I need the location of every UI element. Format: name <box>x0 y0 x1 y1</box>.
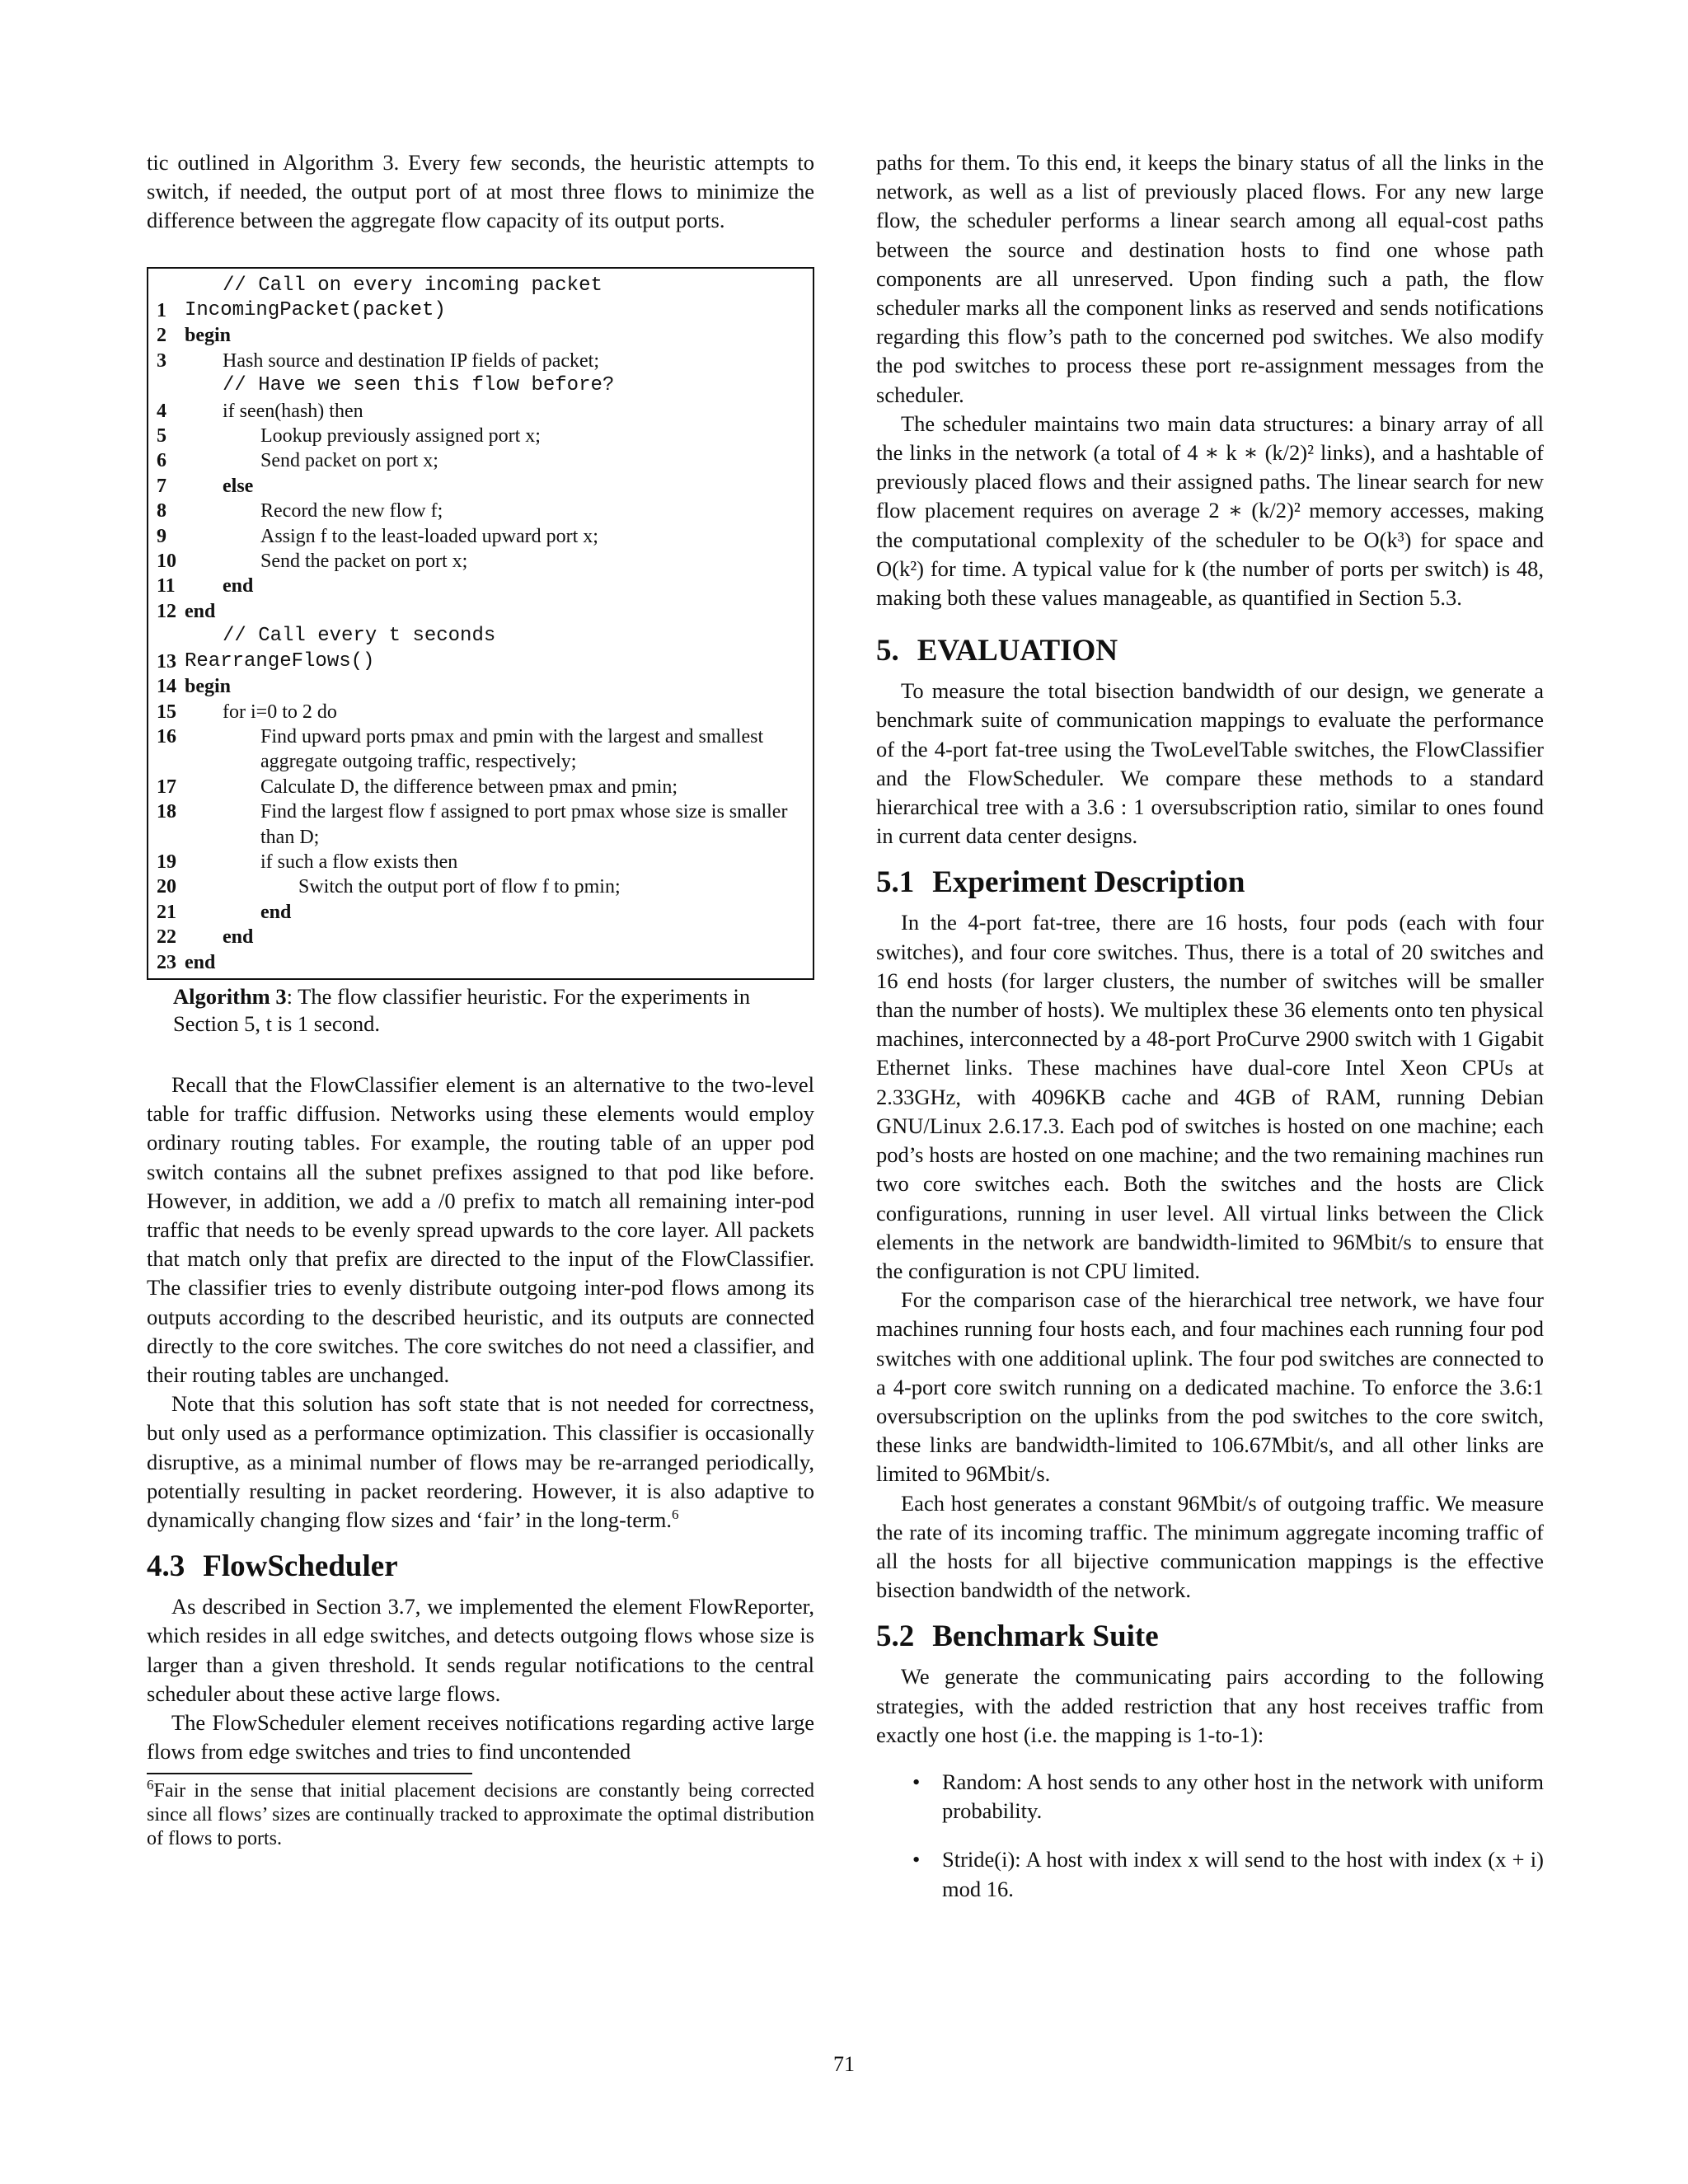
algorithm-line-number: 13 <box>157 650 176 673</box>
algorithm-line-number: 2 <box>157 325 166 347</box>
algorithm-line-number: 19 <box>157 851 176 873</box>
algorithm-line-text: end <box>223 926 254 949</box>
algorithm-line-number: 11 <box>157 575 176 598</box>
section-4-3-heading <box>147 1549 814 1584</box>
algorithm-line-number: 21 <box>157 901 176 923</box>
algorithm-line-text: Find the largest flow f assigned to port pmax whose size is smaller than D; <box>260 801 788 848</box>
algorithm-line-text: Send the packet on port x; <box>260 551 468 573</box>
algorithm-line-text: end <box>260 901 292 923</box>
flowreporter-paragraph: As described in Section 3.7, we implemented the element FlowReporter, which resides in all edge switches, and detects outgoing flows whose size is larger than a given threshold. It sends regular notifications to the central scheduler about these active large flows. <box>147 1594 814 1706</box>
algorithm-line-number: 12 <box>157 600 176 622</box>
algorithm-line-text: else <box>223 475 254 497</box>
strategy-random-text: Random: A host sends to any other host in the network with uniform probability. <box>942 1769 1544 1824</box>
algorithm-line <box>157 775 804 799</box>
algorithm-line <box>157 274 804 298</box>
bullet-icon: • <box>912 1769 921 1794</box>
algorithm-line <box>157 799 804 850</box>
strategy-stride-text: Stride(i): A host with index x will send to the host with index (x + i) mod 16. <box>942 1847 1544 1901</box>
algorithm-line <box>157 724 804 775</box>
footnote-6 <box>147 1779 814 1851</box>
footnote-text: Fair in the sense that initial placement decisions are constantly being corrected since all flows’ sizes are continually tracked to approximate the optimal distribution of flows to ports. <box>147 1780 814 1850</box>
footnote-marker: 6 <box>147 1777 154 1793</box>
paths-paragraph: paths for them. To this end, it keeps the binary status of all the links in the network, as well as a list of previously placed flows. For any new large flow, the scheduler performs a linear search among all equal-cost paths between the source and destination hosts to find one whose path components are all unreserved. Upon finding such a path, the flow scheduler marks all the component links as reserved and sends notifications regarding this flow’s path to the concerned pod switches. We also modify the pod switches to process these port re-assignment messages from the scheduler. <box>876 150 1544 407</box>
right-column <box>876 148 1544 1924</box>
algorithm-line-text: // Call every t seconds <box>223 625 496 648</box>
algorithm-line <box>157 323 804 348</box>
algorithm-line <box>157 624 804 649</box>
strategy-random <box>876 1768 1544 1825</box>
algorithm-line-text: Send packet on port x; <box>260 450 438 472</box>
algorithm-line-number: 9 <box>157 525 166 547</box>
algorithm-line <box>157 925 804 949</box>
strategy-list <box>876 1768 1544 1904</box>
flowscheduler-paragraph: The FlowScheduler element receives notifications regarding active large flows from edge switches and tries to find uncontended <box>147 1710 814 1765</box>
algorithm-line-text: Record the new flow f; <box>260 500 443 523</box>
section-5-2-number: 5.2 <box>876 1619 915 1654</box>
algorithm-line-text: Lookup previously assigned port x; <box>260 425 541 448</box>
benchmark-paragraph: We generate the communicating pairs according to the following strategies, with the added restriction that any host receives traffic from exactly one host (i.e. the mapping is 1-to-1): <box>876 1664 1544 1747</box>
algorithm-line <box>157 499 804 523</box>
algorithm-line-number: 4 <box>157 400 166 422</box>
algorithm-line-text: Calculate D, the difference between pmax and pmin; <box>260 776 678 798</box>
algorithm-line-text: // Have we seen this flow before? <box>223 374 615 397</box>
algorithm-line-text: Hash source and destination IP fields of packet; <box>223 349 599 372</box>
section-5-2-heading <box>876 1619 1544 1654</box>
algorithm-line-number: 10 <box>157 551 176 573</box>
algorithm-line-text: end <box>223 575 254 598</box>
left-column <box>147 148 814 1851</box>
algorithm-line <box>157 424 804 448</box>
algorithm-line-number: 16 <box>157 725 176 748</box>
algorithm-line-text: if such a flow exists then <box>260 851 458 873</box>
algorithm-line-number: 7 <box>157 475 166 497</box>
algorithm-caption-text: : The flow classifier heuristic. For the experiments in Section 5, t is 1 second. <box>173 983 751 1036</box>
algorithm-line-number: 1 <box>157 300 166 322</box>
algorithm-line-text: Switch the output port of flow f to pmin; <box>298 876 621 898</box>
section-5-number: 5. <box>876 634 899 668</box>
algorithm-line-text: if seen(hash) then <box>223 400 363 422</box>
footnote-ref-6: 6 <box>672 1507 679 1523</box>
intro-paragraph: tic outlined in Algorithm 3. Every few seconds, the heuristic attempts to switch, if needed, the output port of at most three flows to minimize the difference between the aggregate flow capacity of its output ports. <box>147 150 814 233</box>
data-structures-paragraph: The scheduler maintains two main data structures: a binary array of all the links in the network (a total of 4 ∗ k ∗ (k/2)² links), and a hashtable of previously placed flows and their assigned paths. The linear search for new flow placement requires on average 2 ∗ (k/2)² memory accesses, making the computational complexity of the scheduler to be O(k³) for space and O(k²) for time. A typical value for k (the number of ports per switch) is 48, making both these values manageable, as quantified in Section 5.3. <box>876 410 1544 611</box>
algorithm-line-number: 5 <box>157 425 166 448</box>
algorithm-line-number: 18 <box>157 801 176 823</box>
algorithm-line-text: for i=0 to 2 do <box>223 701 337 723</box>
algorithm-line-text: RearrangeFlows() <box>185 649 375 673</box>
page-number: 71 <box>833 2052 855 2076</box>
algorithm-line <box>157 599 804 624</box>
strategy-stride <box>876 1845 1544 1903</box>
algorithm-line-number <box>157 624 185 649</box>
algorithm-line-number: 17 <box>157 776 176 798</box>
algorithm-line <box>157 700 804 724</box>
algorithm-line <box>157 349 804 373</box>
evaluation-paragraph: To measure the total bisection bandwidth of our design, we generate a benchmark suite of communication mappings to evaluate the performance of the 4-port fat-tree using the TwoLevelTable switches, the FlowClassifier and the FlowScheduler. We compare these methods to a standard hierarchical tree with a 3.6 : 1 oversubscription ratio, similar to ones found in current data center designs. <box>876 678 1544 849</box>
section-4-3-number: 4.3 <box>147 1549 185 1584</box>
algorithm-line <box>157 373 804 398</box>
algorithm-line-number <box>157 274 185 298</box>
section-5-2-title: Benchmark Suite <box>932 1619 1159 1654</box>
algorithm-line <box>157 649 804 674</box>
algorithm-line <box>157 298 804 323</box>
algorithm-line-number: 23 <box>157 951 176 973</box>
algorithm-line-text: IncomingPacket(packet) <box>185 299 446 322</box>
footnote-rule <box>147 1773 472 1774</box>
soft-state-text: Note that this solution has soft state that is not needed for correctness, but only used as a performance optimization. This classifier is occasionally disruptive, as a minimal number of flows may be re-arranged periodically, potentially resulting in packet reordering. However, it is also adaptive to dynamically changing flow sizes and ‘fair’ in the long-term. <box>147 1391 814 1533</box>
section-5-1-number: 5.1 <box>876 865 915 900</box>
section-5-1-heading <box>876 865 1544 900</box>
algorithm-line-text: begin <box>185 676 232 698</box>
section-4-3-title: FlowScheduler <box>203 1549 398 1584</box>
algorithm-line <box>157 448 804 473</box>
algorithm-line-text: begin <box>185 325 232 347</box>
flowclassifier-paragraph: Recall that the FlowClassifier element is an alternative to the two-level table for traffic diffusion. Networks using these elements would employ ordinary routing tables. For example, the routing table of an upper pod switch contains all the subnet prefixes assigned to that pod like before. However, in addition, we add a /0 prefix to match all remaining inter-pod traffic that needs to be evenly spread upwards to the core layer. All packets that match only that prefix are directed to the input of the FlowClassifier. The classifier tries to evenly distribute outgoing inter-pod flows among its outputs according to the described heuristic, and its outputs are connected directly to the core switches. The core switches do not need a classifier, and their routing tables are unchanged. <box>147 1071 814 1388</box>
algorithm-line-number: 22 <box>157 926 176 949</box>
algorithm-caption-label: Algorithm 3 <box>173 983 287 1009</box>
algorithm-line-number: 8 <box>157 500 166 523</box>
algorithm-line <box>157 874 804 899</box>
bullet-icon: • <box>912 1847 921 1872</box>
algorithm-line-text: end <box>185 951 216 973</box>
traffic-paragraph: Each host generates a constant 96Mbit/s of outgoing traffic. We measure the rate of its incoming traffic. The minimum aggregate incoming traffic of all the hosts for all bijective communication mappings is the effective bisection bandwidth of the network. <box>876 1490 1544 1603</box>
algorithm-line-number: 14 <box>157 676 176 698</box>
algorithm-line-number: 3 <box>157 349 166 372</box>
algorithm-line-text: end <box>185 600 216 622</box>
algorithm-3-box <box>147 267 814 980</box>
algorithm-line <box>157 399 804 424</box>
algorithm-line-text: Find upward ports pmax and pmin with the largest and smallest aggregate outgoing traffic, respectively; <box>260 725 764 773</box>
algorithm-line-number: 20 <box>157 876 176 898</box>
algorithm-line-number: 15 <box>157 701 176 723</box>
algorithm-line-text: Assign f to the least-loaded upward port x; <box>260 525 598 547</box>
algorithm-line <box>157 900 804 925</box>
algorithm-line <box>157 474 804 499</box>
algorithm-line <box>157 674 804 699</box>
section-5-1-title: Experiment Description <box>932 865 1245 900</box>
algorithm-line <box>157 549 804 574</box>
soft-state-paragraph <box>147 1390 814 1535</box>
algorithm-line <box>157 850 804 874</box>
algorithm-line <box>157 950 804 975</box>
algorithm-line-number <box>157 373 185 398</box>
hierarchical-tree-paragraph: For the comparison case of the hierarchical tree network, we have four machines running four hosts each, and four machines each running four pod switches with one additional uplink. The four pod switches are connected to a 4-port core switch running on a dedicated machine. To enforce the 3.6:1 oversubscription on the uplinks from the pod switches to the core switch, these links are bandwidth-limited to 106.67Mbit/s, and all other links are limited to 96Mbit/s. <box>876 1287 1544 1487</box>
section-5-title: EVALUATION <box>917 634 1118 668</box>
section-5-heading <box>876 634 1544 668</box>
algorithm-line <box>157 574 804 598</box>
fat-tree-setup-paragraph: In the 4-port fat-tree, there are 16 hosts, four pods (each with four switches), and four core switches. Thus, there is a total of 20 switches and 16 end hosts (for larger clusters, the number of switches will be smaller than the number of hosts). We multiplex these 36 elements onto ten physical machines, interconnected by a 48-port ProCurve 2900 switch with 1 Gigabit Ethernet links. These machines have dual-core Intel Xeon CPUs at 2.33GHz, with 4096KB cache and 4GB of RAM, running Debian GNU/Linux 2.6.17.3. Each pod of switches is hosted on one machine; each pod’s hosts are hosted on one machine; and the two remaining machines run two core switches each. Both the switches and the hosts are Click configurations, running in user level. All virtual links between the Click elements in the network are bandwidth-limited to 96Mbit/s to ensure that the configuration is not CPU limited. <box>876 910 1544 1283</box>
algorithm-line-number: 6 <box>157 450 166 472</box>
algorithm-line-text: // Call on every incoming packet <box>223 274 603 297</box>
algorithm-line <box>157 524 804 549</box>
algorithm-caption <box>147 983 814 1038</box>
